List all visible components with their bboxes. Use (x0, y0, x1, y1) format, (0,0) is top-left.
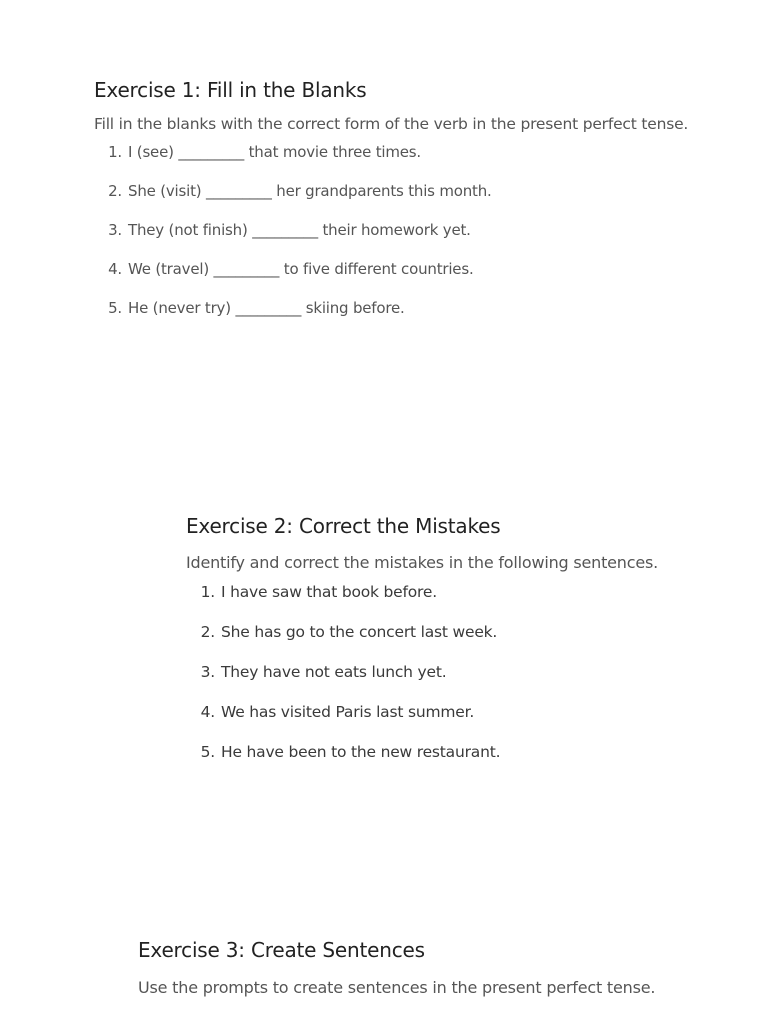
item-text: She (visit) _________ her grandparents this month. (128, 182, 492, 200)
item-number: 5. (108, 299, 122, 317)
exercise-3-title: Exercise 3: Create Sentences (138, 938, 425, 962)
item-text: We has visited Paris last summer. (221, 703, 475, 721)
item-number: 1. (108, 143, 122, 161)
exercise-1-title: Exercise 1: Fill in the Blanks (94, 78, 367, 102)
exercise-1-instructions: Fill in the blanks with the correct form of the verb in the present perfect tense. (94, 115, 689, 133)
list-item (200, 662, 658, 702)
exercise-2-instructions: Identify and correct the mistakes in the following sentences. (186, 553, 659, 572)
item-text: He (never try) _________ skiing before. (128, 299, 405, 317)
item-number: 2. (200, 623, 215, 641)
exercise-1-list (108, 142, 688, 337)
item-number: 3. (200, 663, 215, 681)
item-number: 1. (200, 583, 215, 601)
item-text: I have saw that book before. (221, 583, 437, 601)
exercise-1-section (94, 78, 688, 337)
list-item (108, 298, 688, 337)
item-number: 5. (200, 743, 215, 761)
item-text: We (travel) _________ to five different countries. (128, 260, 474, 278)
item-text: He have been to the new restaurant. (221, 743, 501, 761)
exercise-2-list (200, 582, 658, 782)
list-item (200, 622, 658, 662)
item-text: She has go to the concert last week. (221, 623, 498, 641)
exercise-2-section (186, 514, 658, 782)
list-item (200, 742, 658, 782)
item-text: They have not eats lunch yet. (221, 663, 447, 681)
exercise-3-instructions: Use the prompts to create sentences in the present perfect tense. (138, 978, 656, 997)
list-item (108, 181, 688, 220)
exercise-3-section (138, 938, 655, 997)
list-item (108, 259, 688, 298)
item-number: 4. (200, 703, 215, 721)
item-number: 3. (108, 221, 122, 239)
item-number: 2. (108, 182, 122, 200)
item-text: I (see) _________ that movie three times. (128, 143, 421, 161)
list-item (108, 142, 688, 181)
list-item (200, 702, 658, 742)
item-text: They (not finish) _________ their homework yet. (128, 221, 471, 239)
list-item (108, 220, 688, 259)
list-item (200, 582, 658, 622)
exercise-2-title: Exercise 2: Correct the Mistakes (186, 514, 501, 538)
item-number: 4. (108, 260, 122, 278)
